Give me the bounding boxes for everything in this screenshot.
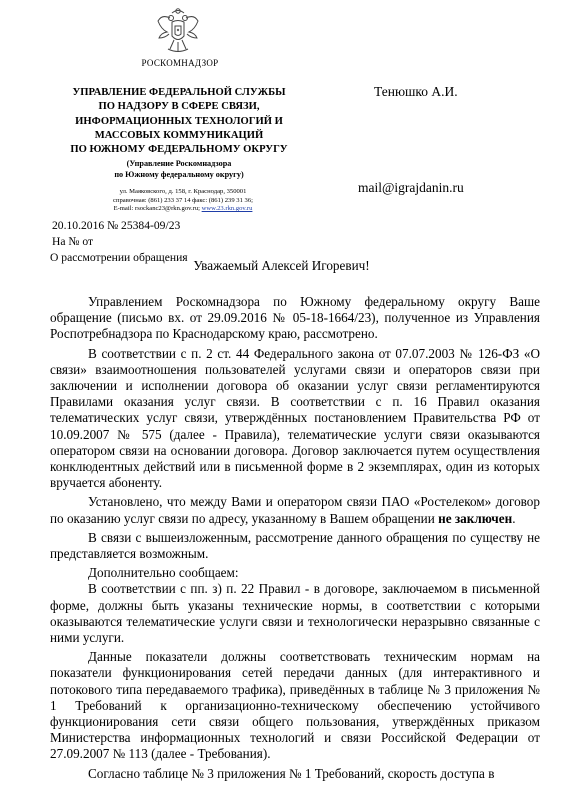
paragraph-text: Установлено, что между Вами и оператором связи ПАО «Ростелеком» договор по оказанию услуг связи по адресу, указанному в Вашем обращении [50,494,540,526]
phone-fax-line: справочная: (861) 233 37 14 факс: (861) 239 31 36; [113,196,253,204]
website-link[interactable]: www.23.rkn.gov.ru [201,205,253,213]
paragraph: Управлением Роскомнадзора по Южному федеральному округу Ваше обращение (письмо вх. от 29.09.2016 № 05-18-1664/23), полученное из Управления Роспотребнадзора по Краснодарскому краю, рассмотрено. [50,294,540,342]
letter-body [50,294,540,785]
paragraph: В соответствии с пп. з) п. 22 Правил - в договоре, заключаемом в письменной форме, должны быть указаны технические нормы, в соответствии с которыми оказываются телематические услуги связи и технологически неразрывно связанные с ними услуги. [50,581,540,646]
agency-name: РОСКОМНАДЗОР [141,58,219,68]
coat-of-arms-icon [155,6,201,56]
paragraph-part: В соответствии с п. 16 Правил оказания телематических услуг связи, утверждённых постановлением Правительства РФ от 10.09.2007 № 575 (далее - Правила), телематические услуги связи оказываются оператором связи на основании договора. Договор заключается путем осуществления конклюдентных действий или в письменной форме в 2 экземплярах, один из которых вручается абоненту. [50,394,540,491]
org-short-line: (Управление Роскомнадзора [126,159,232,168]
paragraph-end: . [512,510,516,526]
paragraph [50,346,540,492]
org-line: ПО ЮЖНОМУ ФЕДЕРАЛЬНОМУ ОКРУГУ [70,144,288,156]
org-line: МАССОВЫХ КОММУНИКАЦИЙ [94,129,264,141]
reply-reference: На № от [52,235,94,248]
org-line: ПО НАДЗОРУ В СФЕРЕ СВЯЗИ, [98,101,260,113]
address-line: ул. Маяковского, д. 158, г. Краснодар, 350001 [119,188,247,195]
letter-date-number: 20.10.2016 № 25384-09/23 [52,219,181,232]
recipient-name: Тенюшко А.И. [374,84,458,99]
paragraph-part: В соответствии с п. 2 ст. 44 Федерального закона от 07.07.2003 № 126-ФЗ «О связи» взаимоотношения пользователей услугами связи и операторов связи при заключении и исполнении договора об оказании услуг связи регламентируются Правилами оказания услуг связи. [50,345,540,410]
recipient-email: mail@igrajdanin.ru [358,180,464,195]
emphasis-text: не заключен [438,510,513,526]
salutation: Уважаемый Алексей Игоревич! [193,258,370,273]
paragraph: Данные показатели должны соответствовать техническим нормам на показатели функционирования сетей передачи данных (для интерактивного и потокового типа передаваемого трафика), приведённых в таблице № 3 приложения № 1 Требований к организационно-техническому обеспечению устойчивого функционирования сети связи общего пользования, утверждённых приказом Министерства информационных технологий и связи Российской Федерации от 27.09.2007 № 113 (далее - Требования). [50,649,540,762]
org-email: E-mail: rsockanc23@rkn.gov.ru; [113,205,202,213]
paragraph: Дополнительно сообщаем: [88,565,239,581]
paragraph: Согласно таблице № 3 приложения № 1 Требований, скорость доступа в [88,765,495,781]
email-website-line [72,205,294,214]
org-line: УПРАВЛЕНИЕ ФЕДЕРАЛЬНОЙ СЛУЖБЫ [72,87,286,98]
organization-short-name [55,159,303,180]
letter-subject: О рассмотрении обращения [50,251,188,264]
organization-name [55,86,303,157]
organization-contacts [72,188,294,214]
org-short-line: по Южному федеральному округу) [114,169,244,179]
org-line: ИНФОРМАЦИОННЫХ ТЕХНОЛОГИЙ И [75,115,283,127]
paragraph [50,494,540,526]
paragraph: В связи с вышеизложенным, рассмотрение данного обращения по существу не представляется возможным. [50,529,540,562]
